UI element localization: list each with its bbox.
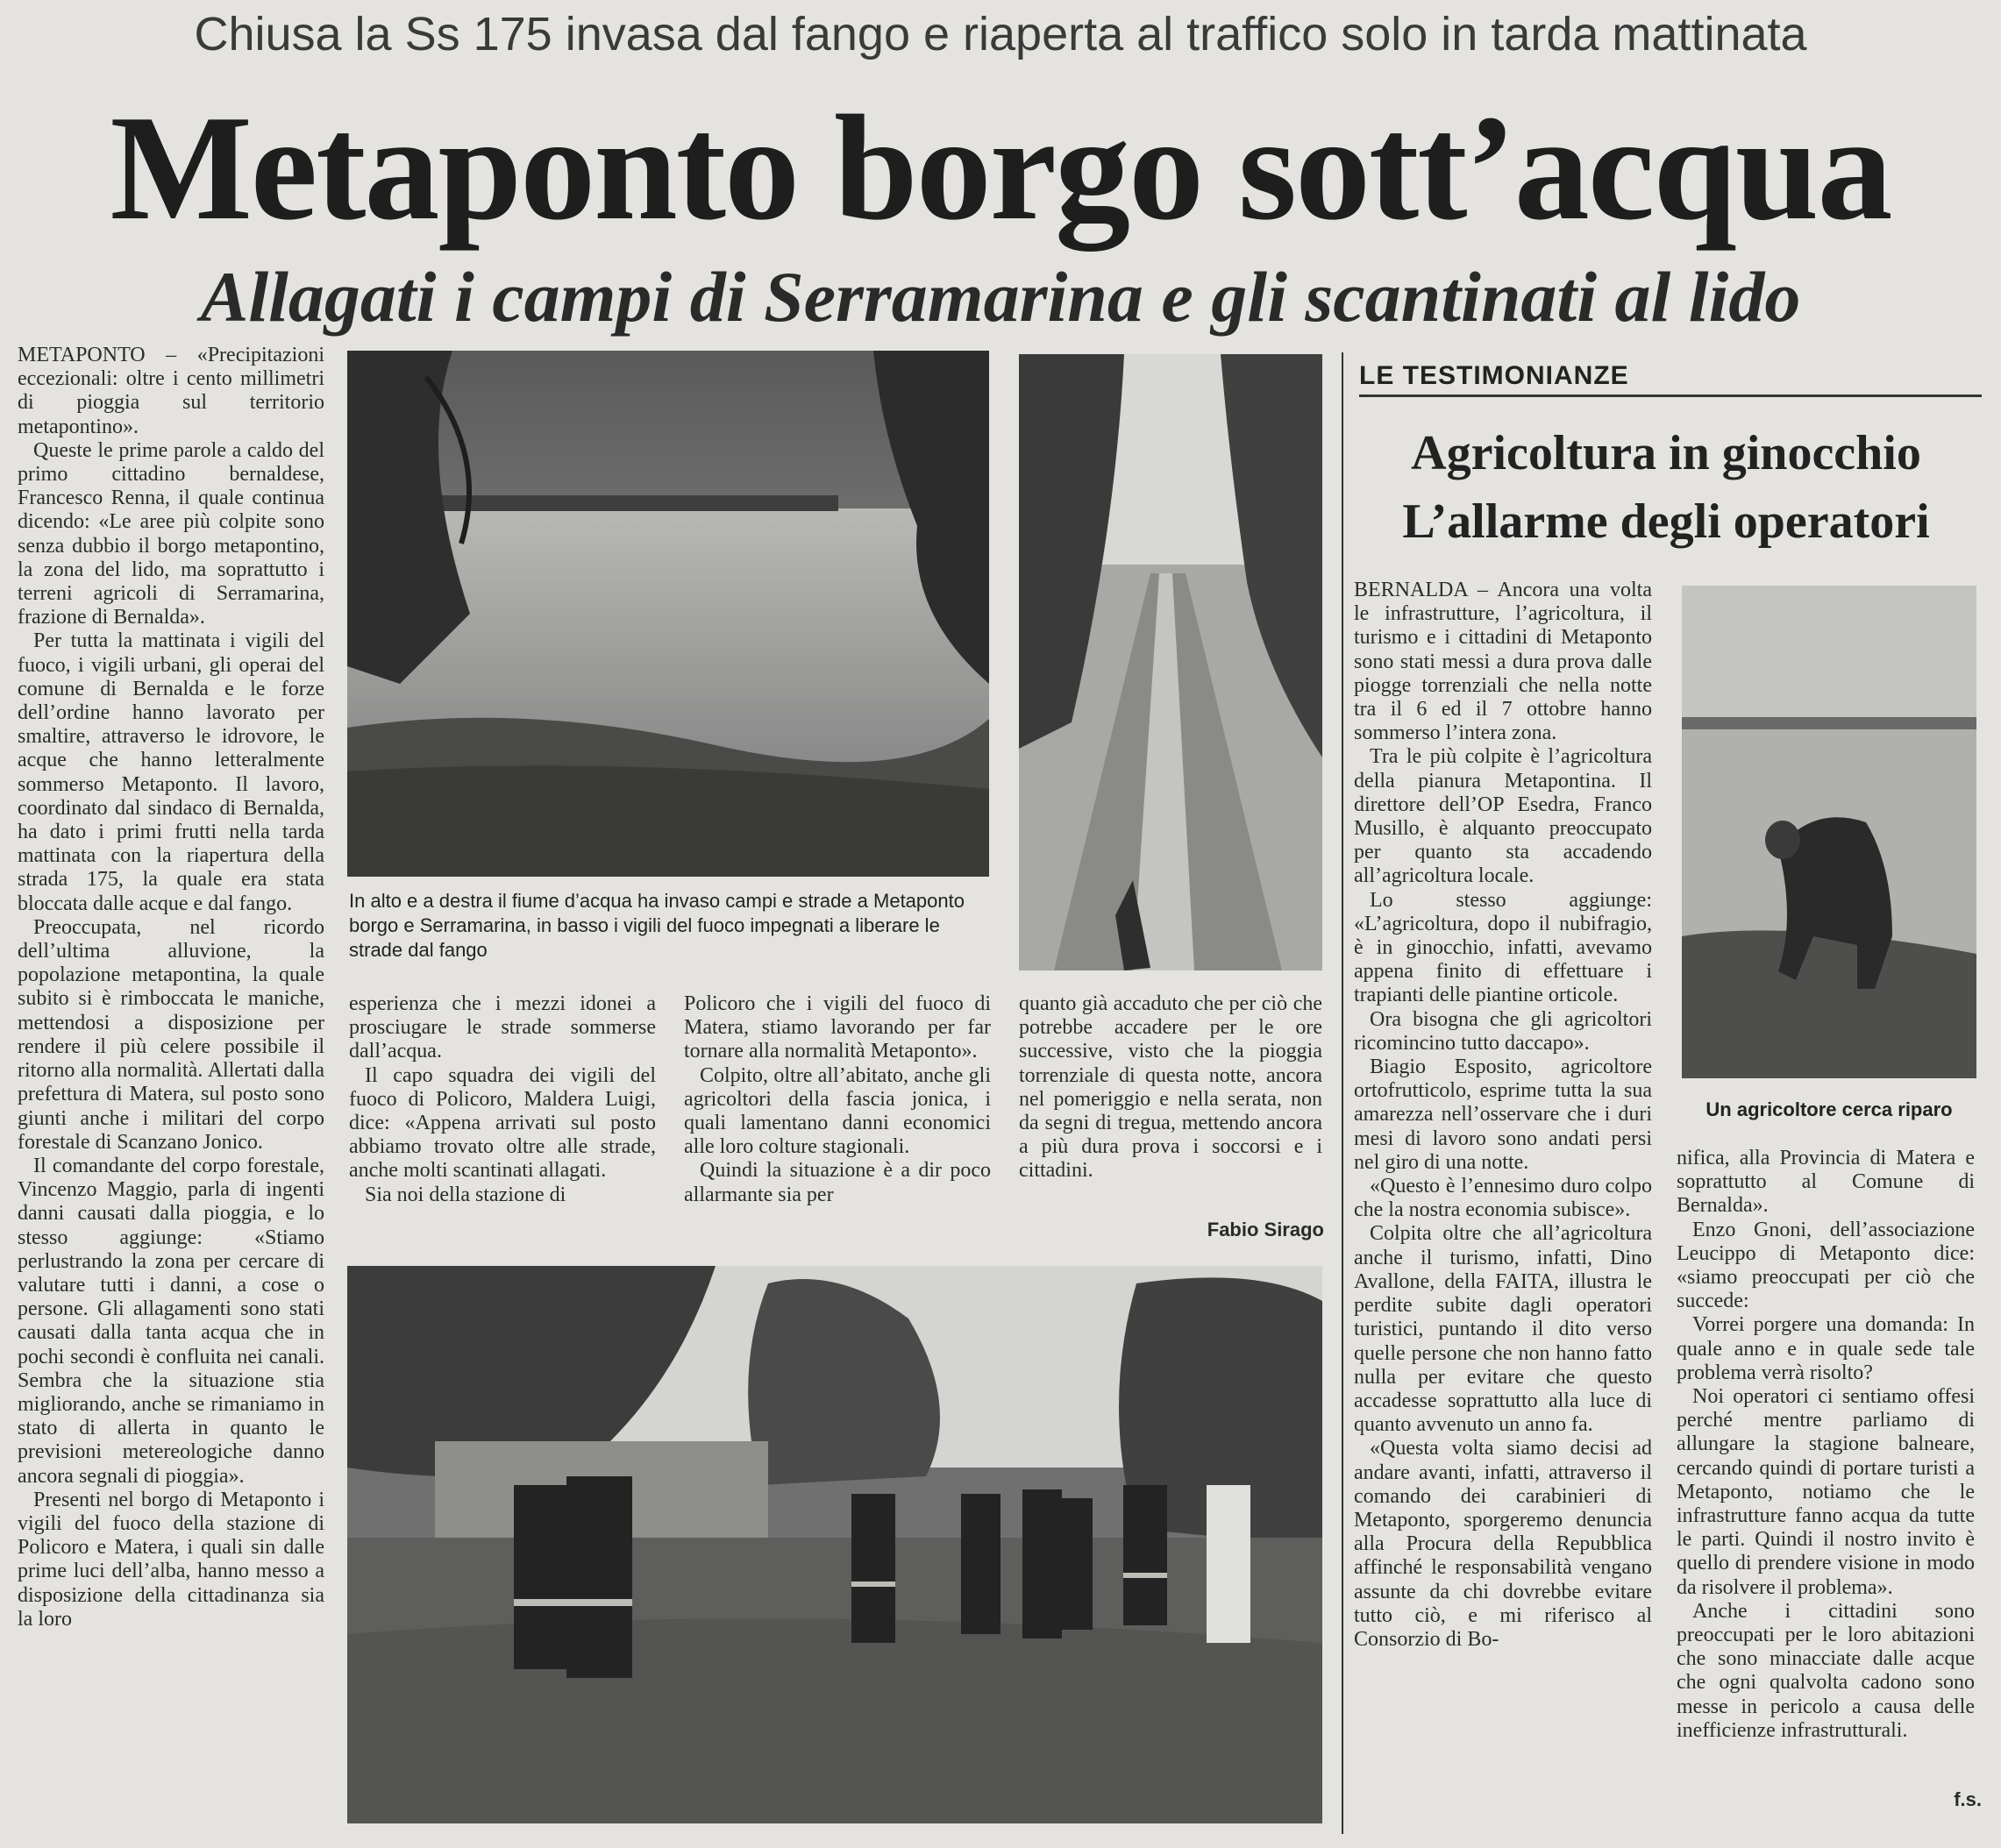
paragraph: Noi operatori ci sentiamo offesi perché mentre parliamo di allungare la stagione balneare, cercando quindi di portare turisti a Metaponto, notiamo che le infrastrutture fanno acqua da tutte le parti. Quindi il nostro invito è quello di prendere visione in modo da risolvere il problema». (1677, 1385, 1975, 1599)
paragraph: Il capo squadra dei vigili del fuoco di Policoro, Maldera Luigi, dice: «Appena arrivati sul posto abbiamo trovato oltre alle strade, anche molti scantinati allagati. (349, 1063, 656, 1183)
paragraph: Sia noi della stazione di (365, 1183, 566, 1206)
paragraph: Il comandante del corpo forestale, Vincenzo Maggio, parla di ingenti danni causati dalla pioggia, e lo stesso aggiunge: «Stiamo perlustrando la zona per cercare di valutare tutti i danni, a cose o persone. Gli allagamenti sono stati causati dalla tanta acqua che in pochi secondi è confluita nei canali. Sembra che la situazione stia migliorando, anche se rimaniamo in stato di allerta in quanto le previsioni metereologiche danno ancora segnali di pioggia». (18, 1154, 324, 1488)
photo-flooded-fields (347, 351, 989, 877)
paragraph: nifica, alla Provincia di Matera e soprattutto al Comune di Bernalda». (1677, 1147, 1975, 1218)
sidebar-initials: f.s. (1954, 1788, 1982, 1810)
sidebar-headline-line-1: Agricoltura in ginocchio (1411, 426, 1921, 480)
paragraph: Colpito, oltre all’abitato, anche gli agricoltori della fascia jonica, i quali lamentano danni economici alle loro colture stagionali. (684, 1063, 991, 1159)
photo-firefighters (347, 1266, 1322, 1823)
paragraph: Per tutta la mattinata i vigili del fuoco, i vigili urbani, gli operai del comune di Bernalda e le forze dell’ordine hanno lavorato per smaltire, attraverso le idrovore, le acque che hanno letteralmente sommerso Metaponto. Il lavoro, coordinato dal sindaco di Bernalda, ha dato i primi frutti nella tarda mattinata con la riapertura della strada 175, la quale era stata bloccata dalle acque e dal fango. (18, 629, 324, 915)
main-article-column-2 (349, 992, 656, 1238)
paragraph: METAPONTO – «Precipitazioni eccezionali: oltre i cento millimetri di pioggia sul territorio metapontino». (18, 344, 324, 438)
byline: Fabio Sirago (1207, 1219, 1324, 1240)
paragraph: Lo stesso aggiunge: «L’agricoltura, dopo il nubifragio, è in ginocchio, infatti, avevamo appena finito di effettuare i trapianti delle piantine orticole. (1354, 888, 1652, 1007)
paragraph: Enzo Gnoni, dell’associazione Leucippo di Metaponto dice: «siamo preoccupati per ciò che succede: (1677, 1218, 1975, 1313)
sidebar-headline-line-2: L’allarme degli operatori (1402, 494, 1930, 549)
paragraph: Policoro che i vigili del fuoco di Matera, stiamo lavorando per far tornare alla normalità Metaponto». (684, 992, 991, 1063)
paragraph: Queste le prime parole a caldo del primo cittadino bernaldese, Francesco Renna, il quale continua dicendo: «Le aree più colpite sono senza dubbio il borgo metapontino, la zona del lido, ma soprattutto i terreni agricoli di Serramarina, frazione di Bernalda». (18, 438, 324, 629)
main-article-column-1 (18, 344, 324, 1834)
paragraph: «Questa volta siamo decisi ad andare avanti, infatti, attraverso il comando dei carabinieri di Metaponto, sporgeremo denuncia alla Procura della Repubblica affinché le responsabilità vengano assunte da chi dovrebbe evitare tutto ciò, e mi riferisco al Consorzio di Bo- (1354, 1437, 1652, 1651)
sidebar-headline (1350, 419, 1982, 556)
kicker: Chiusa la Ss 175 invasa dal fango e riaperta al traffico solo in tarda mattinata (194, 8, 1807, 60)
headline: Metaponto borgo sott’acqua (110, 85, 1891, 252)
main-article-column-3 (684, 992, 991, 1238)
paragraph: Biagio Esposito, agricoltore ortofrutticolo, esprime tutta la sua amarezza nell’osservare che i duri mesi di lavoro sono andati persi nel giro di una notte. (1354, 1055, 1652, 1174)
paragraph: Tra le più colpite è l’agricoltura della pianura Metapontina. Il direttore dell’OP Esedra, Franco Musillo, è alquanto preoccupato per quanto sta accadendo all’agricoltura locale. (1354, 745, 1652, 888)
paragraph: Quindi la situazione è a dir poco allarmante sia per (684, 1159, 991, 1206)
paragraph: Anche i cittadini sono preoccupati per le loro abitazioni che sono minacciate dalle acque che ogni qualvolta cadono sono messe in pericolo a causa delle inefficienze infrastrutturali. (1677, 1599, 1975, 1742)
section-label: LE TESTIMONIANZE (1359, 361, 1629, 390)
paragraph: Ora bisogna che gli agricoltori ricomincino tutto daccapo». (1354, 1007, 1652, 1055)
paragraph: quanto già accaduto che per ciò che potrebbe accadere per le ore successive, visto che la pioggia torrenziale di questa notte, ancora nel pomeriggio e nella serata, non da segni di tregua, mettendo ancora a più dura prova i soccorsi e i cittadini. (1019, 992, 1322, 1183)
paragraph: esperienza che i mezzi idonei a prosciugare le strade sommerse dall’acqua. (349, 992, 656, 1063)
paragraph: «Questo è l’ennesimo duro colpo che la nostra economia subisce». (1354, 1175, 1652, 1222)
paragraph: Colpita oltre che all’agricoltura anche il turismo, infatti, Dino Avallone, della FAITA, illustra le perdite subite dagli operatori turistici, puntando il dito verso quelle persone che non hanno fatto nulla per evitare che questo accadesse soprattutto alla luce di quanto avvenuto un anno fa. (1354, 1222, 1652, 1437)
main-article-column-4 (1019, 992, 1322, 1220)
photo-caption: In alto e a destra il fiume d’acqua ha invaso campi e strade a Metaponto borgo e Serramarina, in basso i vigili del fuoco impegnati a liberare le strade dal fango (349, 890, 965, 961)
section-label-rule (1359, 394, 1982, 397)
sidebar-photo-caption: Un agricoltore cerca riparo (1705, 1098, 1953, 1120)
column-divider (1342, 352, 1343, 1834)
sidebar-column-2 (1677, 1147, 1975, 1787)
photo-farmer (1682, 586, 1976, 1078)
sidebar-column-1 (1354, 579, 1652, 1834)
paragraph: Presenti nel borgo di Metaponto i vigili del fuoco della stazione di Policoro e Matera, i quali sin dalle prime luci dell’alba, hanno messo a disposizione della cittadinanza sia la loro (18, 1488, 324, 1631)
paragraph: Preoccupata, nel ricordo dell’ultima alluvione, la popolazione metapontina, la quale subito si è rimboccata le maniche, mettendosi a disposizione per rendere il più celere possibile il ritorno alla normalità. Allertati dalla prefettura di Matera, sul posto sono giunti anche i militari del corpo forestale di Scanzano Jonico. (18, 915, 324, 1154)
photo-flooded-road (1019, 354, 1322, 970)
paragraph: BERNALDA – Ancora una volta le infrastrutture, l’agricoltura, il turismo e i cittadini di Metaponto sono stati messi a dura prova dalle piogge torrenziali che nella notte tra il 6 ed il 7 ottobre hanno sommerso l’intera zona. (1354, 579, 1652, 745)
subhead: Allagati i campi di Serramarina e gli scantinati al lido (200, 257, 1801, 337)
paragraph: Vorrei porgere una domanda: In quale anno e in quale sede tale problema verrà risolto? (1677, 1313, 1975, 1384)
